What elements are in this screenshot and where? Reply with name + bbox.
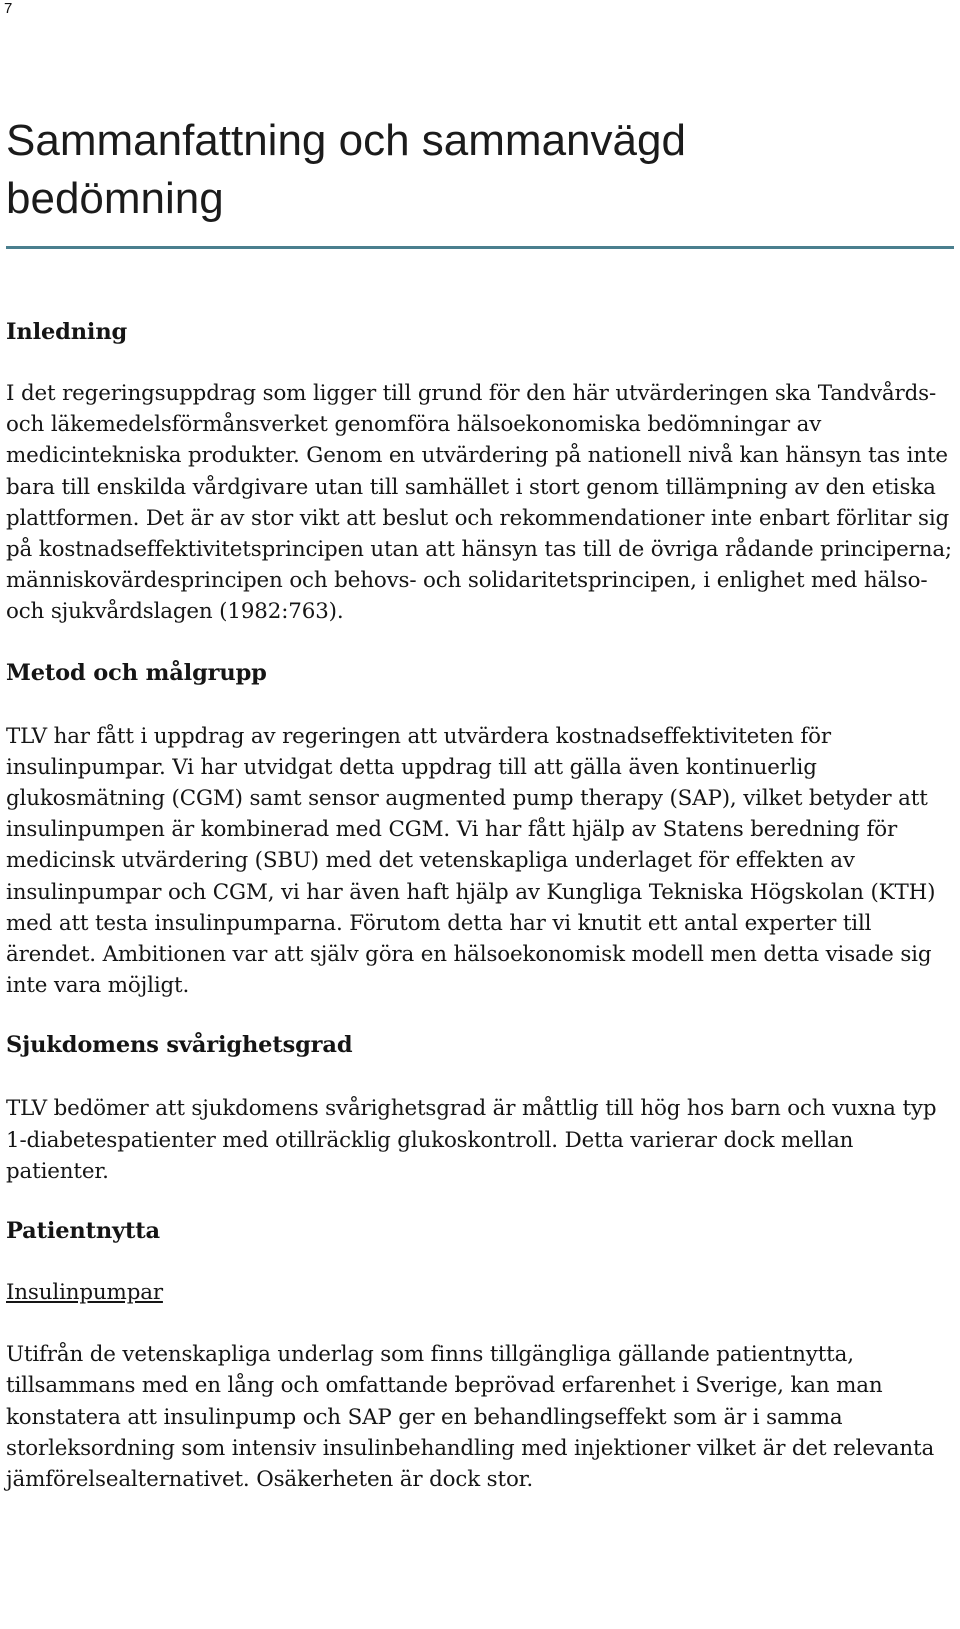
paragraph-insulinpumpar: Utifrån de vetenskapliga underlag som finns tillgängliga gällande patientnytta, tillsammans med en lång och omfattande beprövad erfarenhet i Sverige, kan man konstatera att insulinpump och SAP ger en behandlingseffekt som är i samma storleksordning som intensiv insulinbehandling med injektioner vilket är det relevanta jämförelsealternativet. Osäkerheten är dock stor. [6, 1342, 935, 1493]
paragraph-inledning: I det regeringsuppdrag som ligger till grund för den här utvärderingen ska Tandvårds- och läkemedelsförmånsverket genomföra hälsoekonomiska bedömningar av medicintekniska produkter. Genom en utvärdering på nationell nivå kan hänsyn tas inte bara till enskilda vårdgivare utan till samhället i stort genom tillämpning av den etiska plattformen. Det är av stor vikt att beslut och rekommendationer inte enbart förlitar sig på kostnadseffektivitetsprincipen utan att hänsyn tas till de övriga rådande principerna; människovärdesprincipen och behovs- och solidaritetsprincipen, i enlighet med hälso- och sjukvårdslagen (1982:763). [6, 381, 952, 625]
subheading-insulinpumpar: Insulinpumpar [6, 1280, 163, 1306]
heading-metod-och-malgrupp: Metod och målgrupp [6, 659, 267, 686]
page-number: 7 [4, 0, 13, 17]
title-divider [6, 246, 954, 249]
heading-inledning: Inledning [6, 319, 128, 345]
document-body [6, 300, 956, 1495]
paragraph-sjukdomens-svarighetsgrad: TLV bedömer att sjukdomens svårighetsgrad är måttlig till hög hos barn och vuxna typ 1-diabetespatienter med otillräcklig glukoskontroll. Detta varierar dock mellan patienter. [6, 1096, 937, 1184]
heading-patientnytta: Patientnytta [6, 1218, 160, 1245]
paragraph-metod-och-malgrupp: TLV har fått i uppdrag av regeringen att utvärdera kostnadseffektiviteten för insulinpumpar. Vi har utvidgat detta uppdrag till att gälla även kontinuerlig glukosmätning (CGM) samt sensor augmented pump therapy (SAP), vilket betyder att insulinpumpen är kombinerad med CGM. Vi har fått hjälp av Statens beredning för medicinsk utvärdering (SBU) med det vetenskapliga underlaget för effekten av insulinpumpar och CGM, vi har även haft hjälp av Kungliga Tekniska Högskolan (KTH) med att testa insulinpumparna. Förutom detta har vi knutit ett antal experter till ärendet. Ambitionen var att själv göra en hälsoekonomisk modell men detta visade sig inte vara möjligt. [6, 723, 936, 999]
heading-sjukdomens-svarighetsgrad: Sjukdomens svårighetsgrad [6, 1032, 353, 1059]
page-title: Sammanfattning och sammanvägd bedömning [6, 116, 686, 223]
